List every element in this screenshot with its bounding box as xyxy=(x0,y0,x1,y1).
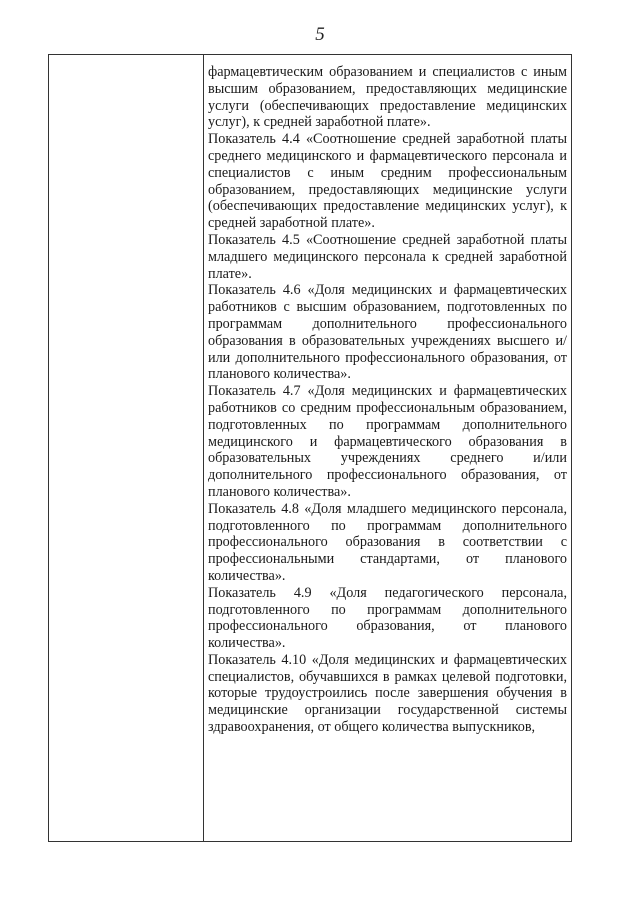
indicator-4-4-paragraph: Показатель 4.4 «Соотношение средней заработной платы среднего медицинского и фармацевтического персонала и специалистов с иным средним профессиональным образованием, предоставляющих медицинские услуги (обеспечивающих предоставление медицинских услуг), к средней заработной плате». xyxy=(208,131,567,232)
table-right-cell xyxy=(208,64,567,736)
indicator-4-6-paragraph: Показатель 4.6 «Доля медицинских и фармацевтических работников с высшим образованием, подготовленных по программам дополнительного профессионального образования в образовательных учреждениях высшего и/или дополнительного профессионального образования, от планового количества». xyxy=(208,282,567,383)
table-left-cell xyxy=(49,55,203,841)
column-divider xyxy=(203,55,204,841)
page-number: 5 xyxy=(315,24,325,45)
indicator-4-9-paragraph: Показатель 4.9 «Доля педагогического персонала, подготовленного по программам дополнительного профессионального образования, от планового количества». xyxy=(208,584,567,652)
indicator-4-5-paragraph: Показатель 4.5 «Соотношение средней заработной платы младшего медицинского персонала к средней заработной плате». xyxy=(208,231,567,282)
indicator-4-7-paragraph: Показатель 4.7 «Доля медицинских и фармацевтических работников со средним профессиональным образованием, подготовленных по программам дополнительного медицинского и фармацевтического образования в образовательных учреждениях среднего и/или дополнительного профессионального образования, от планового количества». xyxy=(208,383,567,500)
indicator-4-8-paragraph: Показатель 4.8 «Доля младшего медицинского персонала, подготовленного по программам дополнительного профессионального образования в соответствии с профессиональными стандартами, от планового количества». xyxy=(208,500,567,584)
document-table xyxy=(48,54,572,842)
indicator-4-10-paragraph: Показатель 4.10 «Доля медицинских и фармацевтических специалистов, обучавшихся в рамках целевой подготовки, которые трудоустроились после завершения обучения в медицинские организации государственной системы здравоохранения, от общего количества выпускников, xyxy=(208,651,567,736)
text-paragraph: фармацевтическим образованием и специалистов с иным высшим образованием, предоставляющих медицинские услуги (обеспечивающих предоставление медицинских услуг), к средней заработной плате». xyxy=(208,64,567,131)
